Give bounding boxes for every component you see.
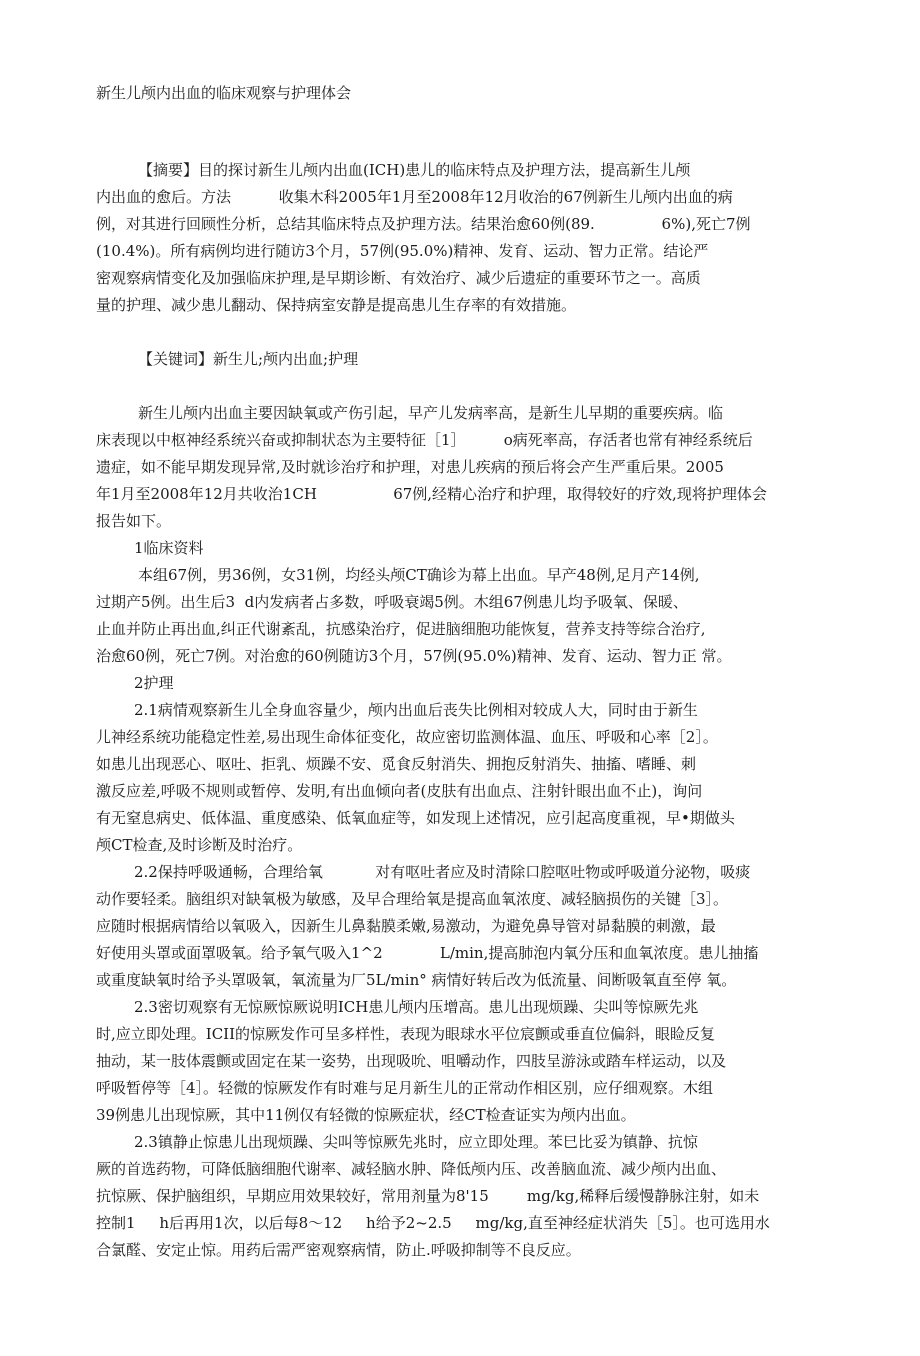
section2-1-line: 2.1病情观察新生儿全身血容量少，颅内出血后丧失比例相对较成人大，同时由于新生 [134,701,698,719]
section1-line: 过期产5例。出生后3 d内发病者占多数，呼吸衰竭5例。木组67例患儿均予吸氧、保暖、 [96,593,688,611]
section2-2-line: 或重度缺氧时给予头罩吸氧，氧流量为厂5L/min° 病情好转后改为低流量、间断吸氧直至停 氧。 [96,971,737,989]
abstract-line: (10.4%)。所有病例均进行随访3个月，57例(95.0%)精神、发育、运动、智力正常。结论严 [96,242,709,260]
abstract-line: 【摘要】目的探讨新生儿颅内出血(ICH)患儿的临床特点及护理方法，提高新生儿颅 [138,161,691,179]
section2-3-line: 时,应立即处理。ICII的惊厥发作可呈多样性，表现为眼球水平位宸颤或垂直位偏斜，眼睑反复 [96,1025,716,1043]
keywords: 【关键词】新生儿;颅内出血;护理 [138,350,359,368]
intro-line: 床表现以中枢神经系统兴奋或抑制状态为主要特征［1］ o病死率高，存活者也常有神经系统后 [96,431,753,449]
section2-2-line: 好使用头罩或面罩吸氧。给予氧气吸入1^2 L/min,提高肺泡内氧分压和血氧浓度。患儿抽搐 [96,944,759,962]
section2-1-line: 如患儿出现恶心、呕吐、拒乳、烦躁不安、觅食反射消失、拥抱反射消失、抽搐、嗜睡、刺 [96,755,697,773]
section2-3b-line: 控制1 h后再用1次，以后每8〜12 h给予2~2.5 mg/kg,直至神经症状消失［5］。也可选用水 [96,1214,770,1232]
intro-line: 新生儿颅内出血主要因缺氧或产伤引起，早产儿发病率高，是新生儿早期的重要疾病。临 [138,404,724,422]
section2-3-line: 39例患儿出现惊厥，其中11例仅有轻微的惊厥症状，经CT检查证实为颅内出血。 [96,1106,636,1124]
section2-3b-line: 合氯醛、安定止惊。用药后需严密观察病情，防止.呼吸抑制等不良反应。 [96,1241,581,1259]
section2-1-line: 颅CT检查,及时诊断及时治疗。 [96,836,303,854]
abstract-line: 例，对其进行回顾性分析，总结其临床特点及护理方法。结果治愈60例(89. 6%),死亡7例 [96,215,751,233]
intro-line: 遗症，如不能早期发现异常,及时就诊治疗和护理，对患儿疾病的预后将会产生严重后果。2005 [96,458,724,476]
document-title: 新生儿颅内出血的临床观察与护理体会 [96,84,352,102]
section1-line: 止血并防止再出血,纠正代谢紊乱，抗感染治疗，促进脑细胞功能恢复，营养支持等综合治疗, [96,620,706,638]
abstract-line: 量的护理、减少患儿翻动、保持病室安静是提高患儿生存率的有效措施。 [96,296,577,314]
section2-2-line: 应随时根据病情给以氧吸入，因新生儿鼻黏膜柔嫩,易激动，为避免鼻导管对昴黏膜的刺激，最 [96,917,716,935]
section2-3b-line: 抗惊厥、保护脑组织，早期应用效果较好，常用剂量为8'15 mg/kg,稀释后缓慢静脉注射，如未 [96,1187,760,1205]
section2-heading: 2护理 [134,674,174,692]
section2-3b-line: 2.3镇静止惊患儿出现烦躁、尖叫等惊厥先兆时，应立即处理。苯巳比妥为镇静、抗惊 [134,1133,698,1151]
abstract-line: 内出血的愈后。方法 收集木科2005年1月至2008年12月收治的67例新生儿颅内出血的病 [96,188,733,206]
section2-1-line: 有无窒息病史、低体温、重度感染、低氧血症等，如发现上述情况，应引起高度重视，早•期做头 [96,809,735,827]
abstract-line: 密观察病情变化及加强临床护理,是早期诊断、有效治疗、减少后遗症的重要环节之一。高质 [96,269,701,287]
section2-1-line: 激反应差,呼吸不规则或暂停、发明,有出血倾向者(皮肤有出血点、注射针眼出血不止)，询问 [96,782,703,800]
section2-3-line: 抽动，某一肢体震颤或固定在某一姿势，出现吸吮、咀嚼动作，四肢呈游泳或踏车样运动，以及 [96,1052,727,1070]
intro-line: 报告如下。 [96,512,172,530]
section2-2-line: 2.2保持呼吸通畅，合理给氧 对有呕吐者应及时清除口腔呕吐物或呼吸道分泌物，吸痰 [134,863,751,881]
section2-1-line: 儿神经系统功能稳定性差,易出现生命体征变化，故应密切监测体温、血压、呼吸和心率［2］。 [96,728,718,746]
section2-3b-line: 厥的首选药物，可降低脑细胞代谢率、减轻脑水肿、降低颅内压、改善脑血流、减少颅内出血、 [96,1160,727,1178]
section1-line: 治愈60例，死亡7例。对治愈的60例随访3个月，57例(95.0%)精神、发育、运动、智力正 常。 [96,647,732,665]
section1-line: 本组67例，男36例，女31例，均经头颅CT确诊为幕上出血。早产48例,足月产14例, [138,566,700,584]
intro-line: 年1月至2008年12月共收治1CH 67例,经精心治疗和护理，取得较好的疗效,现将护理体会 [96,485,767,503]
section2-2-line: 动作要轻柔。脑组织对缺氧极为敏感，及早合理给氧是提高血氧浓度、减轻脑损伤的关键［3］。 [96,890,729,908]
section2-3-line: 呼吸暂停等［4］。轻微的惊厥发作有时难与足月新生儿的正常动作相区别，应仔细观察。木组 [96,1079,714,1097]
section1-heading: 1临床资料 [134,539,204,557]
section2-3-line: 2.3密切观察有无惊厥惊厥说明ICH患儿颅内压增高。患儿出现烦躁、尖叫等惊厥先兆 [134,998,699,1016]
